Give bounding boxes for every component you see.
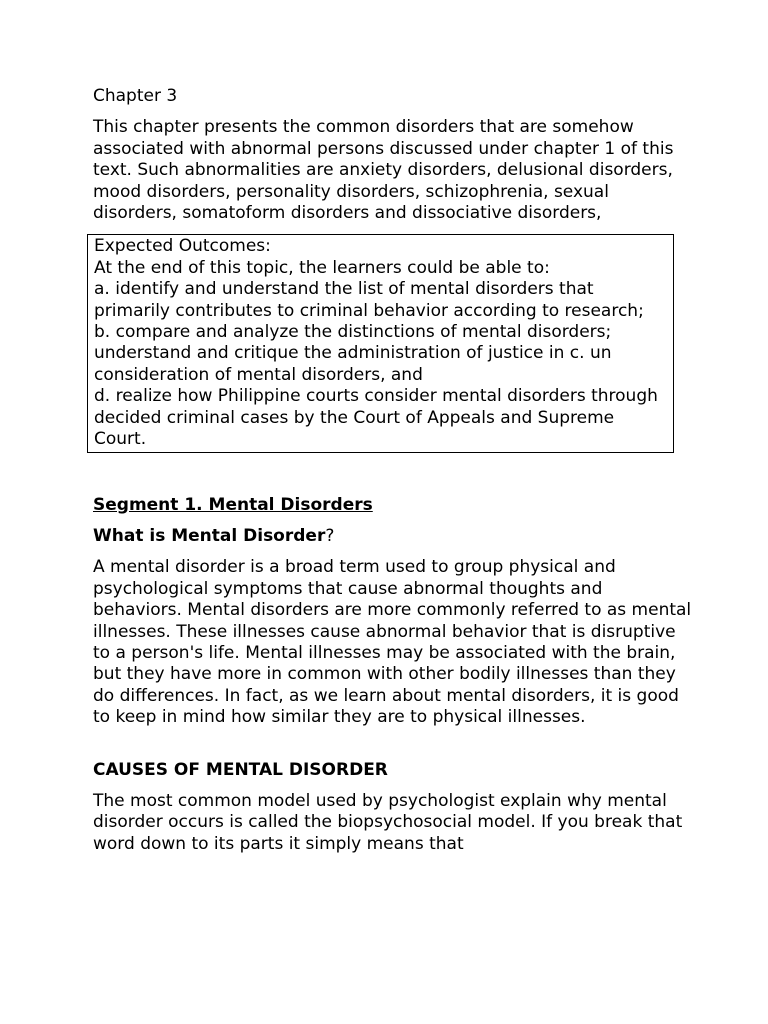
document-content: [93, 86, 693, 855]
outcome-item-b: b. compare and analyze the distinctions of mental disorders; understand and critique the administration of justice in c. un consideration of mental disorders, and: [94, 322, 612, 385]
question-bold-text: What is Mental Disorder: [93, 525, 326, 546]
mental-disorder-definition: A mental disorder is a broad term used to group physical and psychological symptoms that cause abnormal thoughts and behaviors. Mental disorders are more commonly referred to as mental illnesses. These illnesses cause abnormal behavior that is disruptive to a person's life. Mental illnesses may be associated with the brain, but they have more in common with other bodily illnesses than they do differences. In fact, as we learn about mental disorders, it is good to keep in mind how similar they are to physical illnesses.: [93, 557, 692, 728]
causes-paragraph: The most common model used by psychologist explain why mental disorder occurs is called the biopsychosocial model. If you break that word down to its parts it simply means that: [93, 790, 683, 854]
chapter-intro-paragraph: This chapter presents the common disorders that are somehow associated with abnormal persons discussed under chapter 1 of this text. Such abnormalities are anxiety disorders, delusional disorders, mood disorders, personality disorders, schizophrenia, sexual disorders, somatoform disorders and dissociative disorders,: [93, 117, 674, 224]
outcome-item-d: d. realize how Philippine courts consider mental disorders through decided criminal cases by the Court of Appeals and Supreme Court.: [94, 386, 658, 450]
causes-heading: CAUSES OF MENTAL DISORDER: [93, 759, 388, 780]
mental-disorder-question: [93, 526, 693, 547]
outcome-item-a: a. identify and understand the list of mental disorders that primarily contributes to criminal behavior according to research;: [94, 279, 644, 321]
chapter-label: Chapter 3: [93, 86, 178, 106]
outcomes-heading: Expected Outcomes:: [94, 236, 271, 257]
expected-outcomes-box: [87, 234, 674, 452]
segment-title: Segment 1. Mental Disorders: [93, 494, 373, 515]
question-mark: ?: [325, 525, 335, 546]
outcomes-lead: At the end of this topic, the learners could be able to:: [94, 257, 550, 278]
